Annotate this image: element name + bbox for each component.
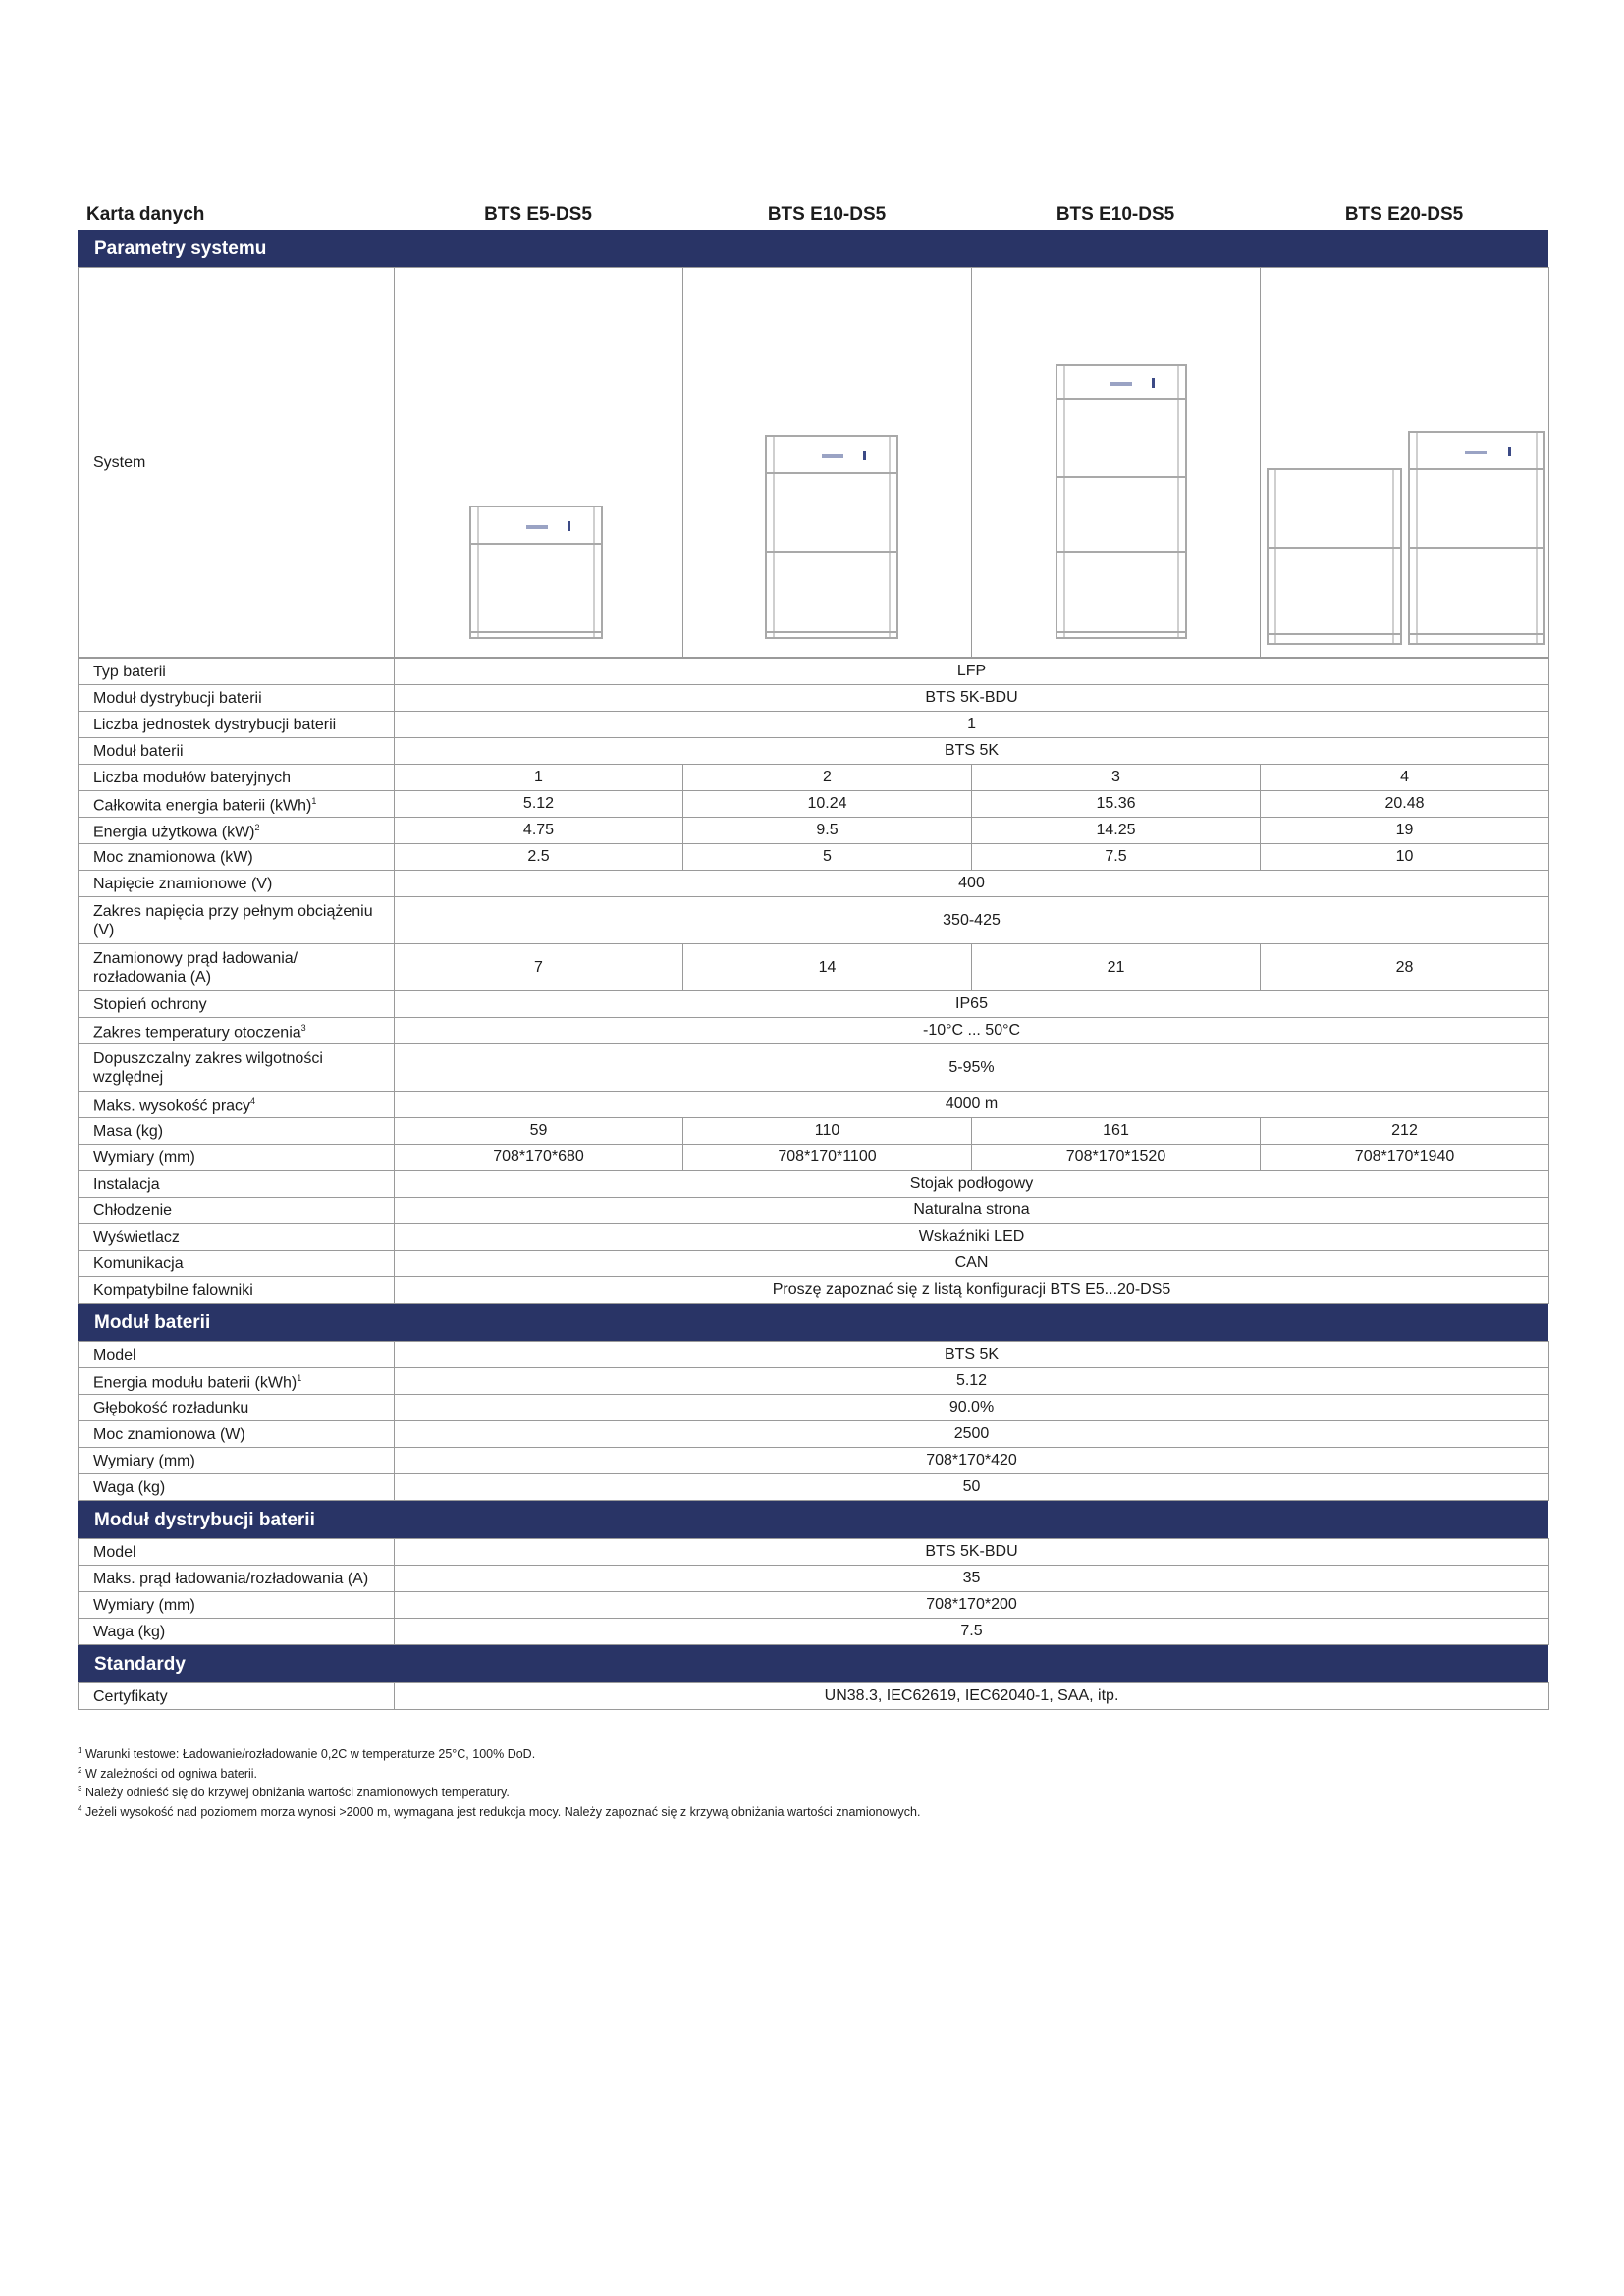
spec-row xyxy=(79,1044,1549,1092)
distribution-module-table xyxy=(78,1538,1549,1645)
row-label: Wymiary (mm) xyxy=(79,1145,395,1171)
row-label: Waga (kg) xyxy=(79,1474,395,1501)
spec-row xyxy=(79,897,1549,944)
battery-module-table xyxy=(78,1341,1549,1501)
row-label: Kompatybilne falowniki xyxy=(79,1277,395,1304)
datasheet xyxy=(78,200,1548,1710)
spec-row xyxy=(79,871,1549,897)
row-label: Wymiary (mm) xyxy=(79,1448,395,1474)
row-label: Waga (kg) xyxy=(79,1619,395,1645)
row-value: 90.0% xyxy=(395,1395,1549,1421)
row-label: Liczba modułów bateryjnych xyxy=(79,765,395,791)
spec-row xyxy=(79,738,1549,765)
row-value: 7.5 xyxy=(395,1619,1549,1645)
spec-row xyxy=(79,1395,1549,1421)
system-image-table xyxy=(78,267,1549,658)
row-label: Całkowita energia baterii (kWh)$^1$ xyxy=(79,791,395,818)
product-image-cell xyxy=(395,268,683,658)
row-value: Wskaźniki LED xyxy=(395,1224,1549,1251)
row-label: Wyświetlacz xyxy=(79,1224,395,1251)
datasheet-header xyxy=(78,200,1548,230)
row-value: 10.24 xyxy=(683,791,972,818)
row-value: BTS 5K xyxy=(395,1342,1549,1368)
row-label: Model xyxy=(79,1539,395,1566)
row-label: Maks. prąd ładowania/rozładowania (A) xyxy=(79,1566,395,1592)
row-value: 400 xyxy=(395,871,1549,897)
spec-row xyxy=(79,1145,1549,1171)
system-parameters-table xyxy=(78,658,1549,1304)
spec-row xyxy=(79,991,1549,1018)
row-value: 350-425 xyxy=(395,897,1549,944)
row-value: 7 xyxy=(395,944,683,991)
spec-row xyxy=(79,1224,1549,1251)
model-header: BTS E5-DS5 xyxy=(484,204,592,225)
footnote: $^1$ Warunki testowe: Ładowanie/rozładowanie 0,2C w temperaturze 25°C, 100% DoD. xyxy=(78,1746,536,1762)
footnotes xyxy=(78,1743,1548,1821)
spec-row xyxy=(79,1018,1549,1044)
row-value: CAN xyxy=(395,1251,1549,1277)
row-value: 2 xyxy=(683,765,972,791)
row-value: Stojak podłogowy xyxy=(395,1171,1549,1198)
row-label: Maks. wysokość pracy$^4$ xyxy=(79,1092,395,1118)
product-image-cell xyxy=(1261,268,1549,658)
row-label: Typ baterii xyxy=(79,659,395,685)
row-value: 3 xyxy=(972,765,1261,791)
row-value: 7.5 xyxy=(972,844,1261,871)
spec-row xyxy=(79,818,1549,844)
spec-row xyxy=(79,712,1549,738)
row-label: Głębokość rozładunku xyxy=(79,1395,395,1421)
row-value: 708*170*1100 xyxy=(683,1145,972,1171)
row-label: Moduł baterii xyxy=(79,738,395,765)
spec-row xyxy=(79,1092,1549,1118)
row-value: Proszę zapoznać się z listą konfiguracji BTS E5...20-DS5 xyxy=(395,1277,1549,1304)
spec-row xyxy=(79,685,1549,712)
row-value: 1 xyxy=(395,712,1549,738)
row-value: 50 xyxy=(395,1474,1549,1501)
datasheet-title: Karta danych xyxy=(86,204,205,225)
spec-row xyxy=(79,1592,1549,1619)
row-label: Moc znamionowa (kW) xyxy=(79,844,395,871)
row-label: Instalacja xyxy=(79,1171,395,1198)
row-value: 4000 m xyxy=(395,1092,1549,1118)
row-value: 9.5 xyxy=(683,818,972,844)
spec-row xyxy=(79,765,1549,791)
footnote: $^2$ W zależności od ogniwa baterii. xyxy=(78,1765,258,1781)
battery-stack-4-modules-right-image xyxy=(1408,431,1545,645)
spec-row xyxy=(79,1171,1549,1198)
row-label: Masa (kg) xyxy=(79,1118,395,1145)
row-label: Dopuszczalny zakres wilgotności względnej xyxy=(79,1044,395,1092)
row-value: 708*170*1940 xyxy=(1261,1145,1549,1171)
row-value: 110 xyxy=(683,1118,972,1145)
battery-stack-2-modules-image xyxy=(765,435,898,639)
section-header-battery-module: Moduł baterii xyxy=(78,1304,1548,1341)
row-value: Naturalna strona xyxy=(395,1198,1549,1224)
row-value: 14 xyxy=(683,944,972,991)
battery-stack-4-modules-left-image xyxy=(1267,468,1402,645)
spec-row xyxy=(79,791,1549,818)
row-value: BTS 5K-BDU xyxy=(395,685,1549,712)
row-label: Wymiary (mm) xyxy=(79,1592,395,1619)
row-value: 14.25 xyxy=(972,818,1261,844)
row-value: BTS 5K-BDU xyxy=(395,1539,1549,1566)
spec-row xyxy=(79,944,1549,991)
spec-row xyxy=(79,1566,1549,1592)
spec-row xyxy=(79,1448,1549,1474)
row-label: Model xyxy=(79,1342,395,1368)
row-value: LFP xyxy=(395,659,1549,685)
row-value: 212 xyxy=(1261,1118,1549,1145)
spec-row xyxy=(79,1251,1549,1277)
row-value: 2.5 xyxy=(395,844,683,871)
battery-stack-3-modules-image xyxy=(1056,364,1187,639)
row-label: Stopień ochrony xyxy=(79,991,395,1018)
footnote: $^4$ Jeżeli wysokość nad poziomem morza wynosi >2000 m, wymagana jest redukcja mocy. Należy zapoznać się z krzywą obniżania wartości znamionowych. xyxy=(78,1803,921,1820)
row-value: 20.48 xyxy=(1261,791,1549,818)
spec-row xyxy=(79,1474,1549,1501)
row-value: 35 xyxy=(395,1566,1549,1592)
row-value: 59 xyxy=(395,1118,683,1145)
row-value: 708*170*680 xyxy=(395,1145,683,1171)
row-value: IP65 xyxy=(395,991,1549,1018)
row-label: Certyfikaty xyxy=(79,1683,395,1710)
row-label: Znamionowy prąd ładowania/ rozładowania (A) xyxy=(79,944,395,991)
row-value: 161 xyxy=(972,1118,1261,1145)
row-label: System xyxy=(79,268,395,658)
spec-row xyxy=(79,1277,1549,1304)
row-value: 1 xyxy=(395,765,683,791)
model-header: BTS E10-DS5 xyxy=(767,204,887,225)
standards-table xyxy=(78,1682,1549,1710)
spec-row xyxy=(79,1539,1549,1566)
row-label: Napięcie znamionowe (V) xyxy=(79,871,395,897)
spec-row xyxy=(79,1342,1549,1368)
row-value: 5.12 xyxy=(395,791,683,818)
system-image-row xyxy=(79,268,1549,658)
row-value: 708*170*200 xyxy=(395,1592,1549,1619)
spec-row xyxy=(79,1619,1549,1645)
row-value: 708*170*420 xyxy=(395,1448,1549,1474)
row-label: Energia użytkowa (kW)$^2$ xyxy=(79,818,395,844)
spec-row xyxy=(79,1198,1549,1224)
row-value: 21 xyxy=(972,944,1261,991)
row-label: Zakres napięcia przy pełnym obciążeniu (V) xyxy=(79,897,395,944)
footnote: $^3$ Należy odnieść się do krzywej obniżania wartości znamionowych temperatury. xyxy=(78,1785,510,1800)
row-value: 28 xyxy=(1261,944,1549,991)
row-label: Energia modułu baterii (kWh)$^1$ xyxy=(79,1368,395,1395)
row-value: 10 xyxy=(1261,844,1549,871)
spec-row xyxy=(79,844,1549,871)
row-value: 4.75 xyxy=(395,818,683,844)
section-header-system: Parametry systemu xyxy=(78,230,1548,267)
row-label: Komunikacja xyxy=(79,1251,395,1277)
row-value: -10°C ... 50°C xyxy=(395,1018,1549,1044)
row-label: Liczba jednostek dystrybucji baterii xyxy=(79,712,395,738)
product-image-cell xyxy=(683,268,972,658)
product-image-cell xyxy=(972,268,1261,658)
row-label: Moc znamionowa (W) xyxy=(79,1421,395,1448)
spec-row xyxy=(79,1683,1549,1710)
row-value: BTS 5K xyxy=(395,738,1549,765)
row-value: 5 xyxy=(683,844,972,871)
battery-stack-1-module-image xyxy=(469,506,603,639)
row-label: Moduł dystrybucji baterii xyxy=(79,685,395,712)
spec-row xyxy=(79,659,1549,685)
section-header-distribution-module: Moduł dystrybucji baterii xyxy=(78,1501,1548,1538)
row-value: 15.36 xyxy=(972,791,1261,818)
spec-row xyxy=(79,1421,1549,1448)
row-value: 4 xyxy=(1261,765,1549,791)
spec-row xyxy=(79,1118,1549,1145)
row-value: 708*170*1520 xyxy=(972,1145,1261,1171)
row-value: 5-95% xyxy=(395,1044,1549,1092)
row-value: 19 xyxy=(1261,818,1549,844)
model-header: BTS E10-DS5 xyxy=(1056,204,1175,225)
spec-row xyxy=(79,1368,1549,1395)
model-header: BTS E20-DS5 xyxy=(1344,204,1464,225)
row-label: Zakres temperatury otoczenia$^3$ xyxy=(79,1018,395,1044)
row-label: Chłodzenie xyxy=(79,1198,395,1224)
section-header-standards: Standardy xyxy=(78,1645,1548,1682)
row-value: 5.12 xyxy=(395,1368,1549,1395)
row-value: UN38.3, IEC62619, IEC62040-1, SAA, itp. xyxy=(395,1683,1549,1710)
row-value: 2500 xyxy=(395,1421,1549,1448)
